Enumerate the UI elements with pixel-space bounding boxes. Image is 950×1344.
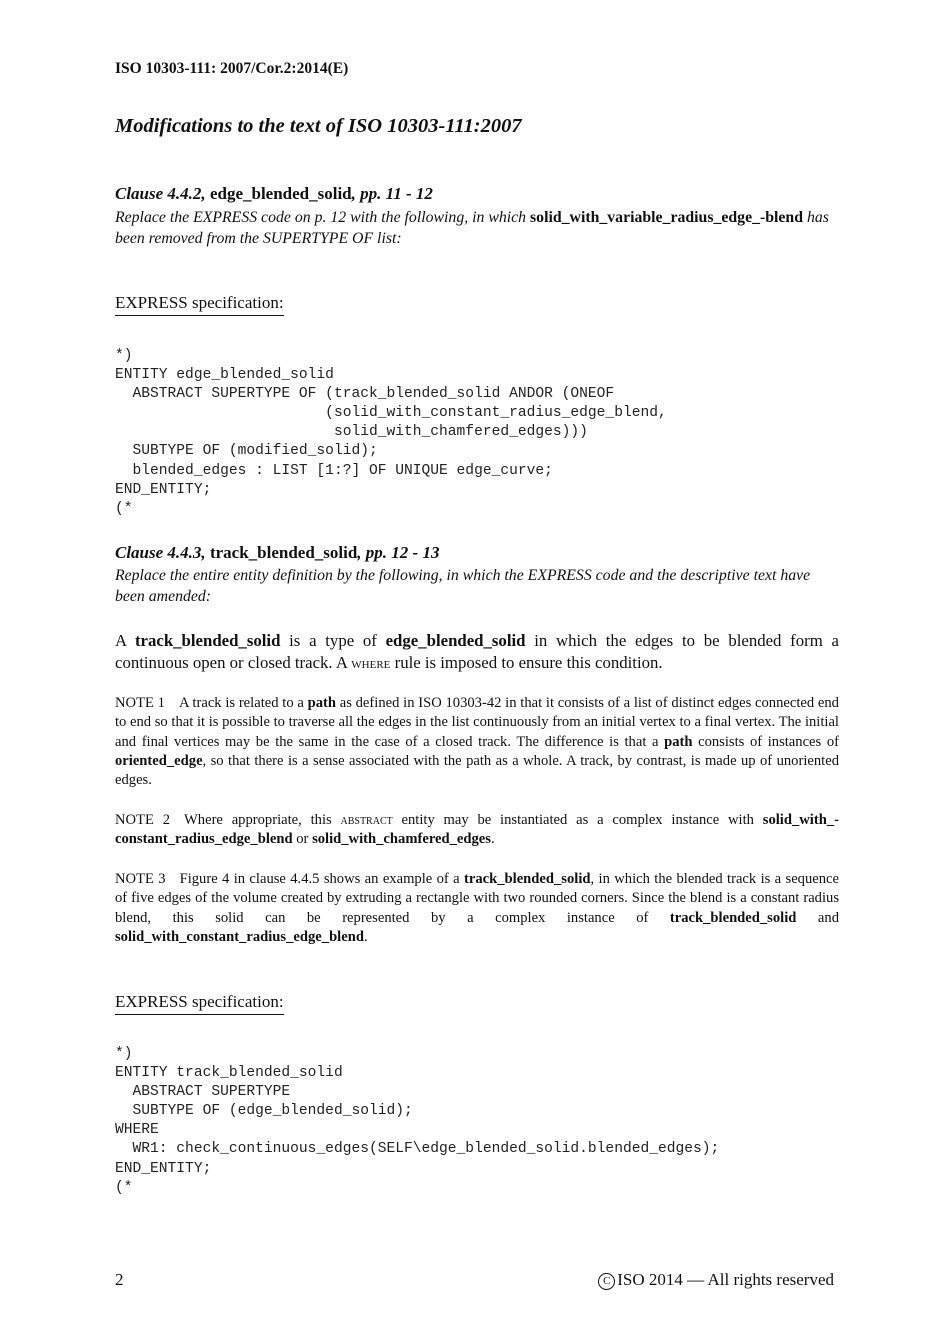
clause-pages: , pp. 11 - 12 [351,184,433,203]
clause-label: Clause 4.4.3, [115,543,206,562]
express-spec-label: EXPRESS specification: [115,992,284,1015]
entity-definition: A track_blended_solid is a type of edge_blended_solid in which the edges to be blended form a continuous open or closed track. A where rule is imposed to ensure this condition. [115,631,839,672]
copyright-notice: C ISO 2014 — All rights reserved [598,1270,834,1290]
clause-entity: track_blended_solid [209,543,358,562]
page-number: 2 [115,1270,124,1289]
copyright-icon: C [598,1273,615,1290]
express-spec-label: EXPRESS specification: [115,293,284,316]
clause-entity: edge_blended_solid [209,184,352,203]
clause-heading-4-4-3 [115,543,439,563]
clause-pages: , pp. 12 - 13 [357,543,440,562]
express-code-block: *) ENTITY edge_blended_solid ABSTRACT SUPERTYPE OF (track_blended_solid ANDOR (ONEOF (solid_with_constant_radius_edge_blend, solid_with_chamfered_edges))) SUBTYPE OF (modified_solid); blended_edges : LIST [1:?] OF UNIQUE edge_curve; END_ENTITY; (* [115,348,667,517]
note-label: NOTE 2 [115,812,171,828]
clause-instruction: Replace the entire entity definition by the following, in which the EXPRESS code and the descriptive text have been amended: [115,567,811,605]
express-code-block: *) ENTITY track_blended_solid ABSTRACT SUPERTYPE SUBTYPE OF (edge_blended_solid); WHERE WR1: check_continuous_edges(SELF\edge_blended_solid.blended_edges); END_ENTITY; (* [115,1046,720,1196]
page-title: Modifications to the text of ISO 10303-111:2007 [115,115,522,137]
clause-heading-4-4-2 [115,184,433,204]
note-2: NOTE 2 Where appropriate, this abstract entity may be instantiated as a complex instance with solid_with_-constant_radius_edge_blend or solid_with_chamfered_edges. [115,812,839,848]
clause-instruction: Replace the EXPRESS code on p. 12 with the following, in which solid_with_variable_radius_edge_-blend has been removed from the SUPERTYPE OF list: [115,209,829,247]
note-label: NOTE 3 [115,871,166,887]
note-1: NOTE 1 A track is related to a path as defined in ISO 10303-42 in that it consists of a list of distinct edges connected end to end so that it is possible to traverse all the edges in the list continuously from an initial vertex to a final vertex. The initial and final vertices may be the same in the case of a closed track. The difference is that a path consists of instances of oriented_edge, so that there is a sense associated with the path as a whole. A track, by contrast, is made up of unoriented edges. [115,695,839,789]
clause-label: Clause 4.4.2, [115,184,206,203]
note-3: NOTE 3 Figure 4 in clause 4.4.5 shows an example of a track_blended_solid, in which the blended track is a sequence of five edges of the volume created by extruding a rectangle with two rounded corners. Since the blend is a constant radius blend, this solid can be represented by a complex instance of track_blended_solid and solid_with_constant_radius_edge_blend. [115,871,839,945]
entity-ref: solid_with_variable_radius_edge_-blend [530,209,803,226]
note-label: NOTE 1 [115,695,165,711]
standard-header: ISO 10303-111: 2007/Cor.2:2014(E) [115,60,349,77]
